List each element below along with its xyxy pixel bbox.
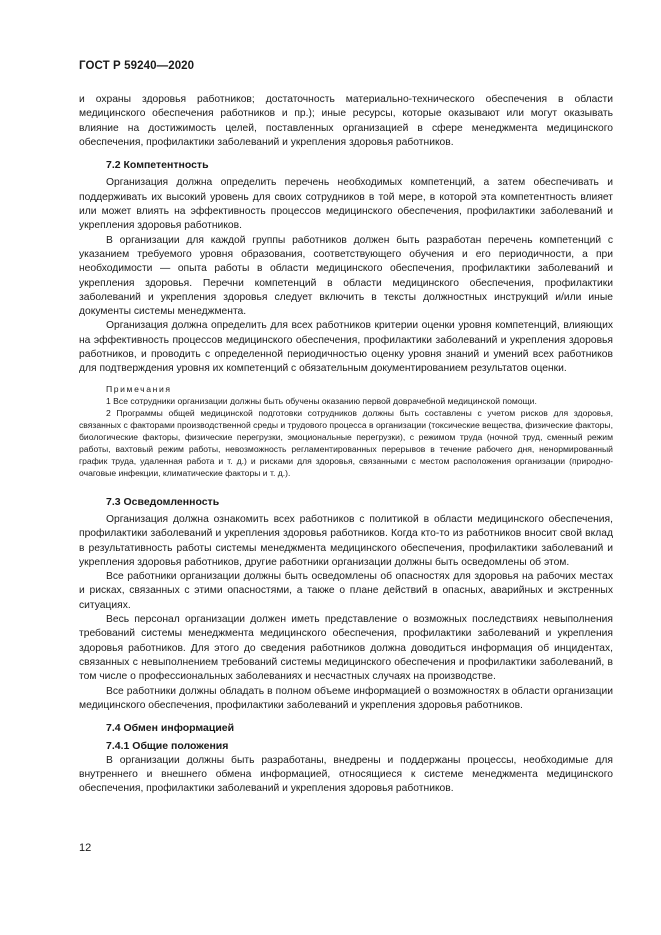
paragraph: Все работники должны обладать в полном объеме информацией о возможностях в области организации медицинского обеспечения, профилактики заболеваний и укрепления здоровья работников. [79, 685, 613, 711]
paragraph: Организация должна определить перечень необходимых компетенций, а затем обеспечивать и поддерживать их высокий уровень для своих сотрудников в той мере, в которой эта компетентность влияет или может влиять на эффективность процессов медицинского обеспечения, профилактики заболеваний и укрепления здоровья работников. [79, 177, 613, 232]
notes-block [79, 383, 613, 479]
paragraph: и охраны здоровья работников; достаточность материально-технического обеспечения в области медицинского обеспечения работников и пр.); иные ресурсы, которые оказывают или могут оказывать влияние на достижимость целей, поставленных организацией в сфере менеджмента медицинского обеспечения, профилактики заболеваний и укрепления здоровья работников. [79, 94, 613, 148]
document-body [79, 93, 613, 797]
section-heading-7-2: 7.2 Компетентность [106, 159, 209, 172]
document-id: ГОСТ Р 59240—2020 [79, 60, 195, 72]
paragraph: Организация должна ознакомить всех работников с политикой в области медицинского обеспечения, профилактики заболеваний и укрепления здоровья работников. Когда кто-то из работников вносит свой вклад в результативность работы системы менеджмента медицинского обеспечения, профилактики заболеваний и укрепления здоровья работников, другие работники организации должны быть осведомлены об этом. [79, 513, 613, 568]
note-item: 1 Все сотрудники организации должны быть обучены оказанию первой доврачебной медицинской помощи. [106, 395, 537, 406]
subsection-heading-7-4-1: 7.4.1 Общие положения [106, 740, 229, 753]
section-heading-7-3: 7.3 Осведомленность [106, 495, 220, 508]
paragraph: В организации должны быть разработаны, внедрены и поддержаны процессы, необходимые для внутреннего и внешнего обмена информацией, относящиеся к системе менеджмента медицинского обеспечения, профилактики заболеваний и укрепления здоровья работников. [79, 754, 613, 795]
paragraph: Организация должна определить для всех работников критерии оценки уровня компетенций, влияющих на эффективность процессов медицинского обеспечения, профилактики заболеваний и укрепления здоровья работников, и проводить с определенной периодичностью оценку уровня знаний и умений всех работников для подтверждения уровня их компетенций с обязательным документированием результатов оценки. [79, 320, 613, 375]
page-number: 12 [79, 842, 92, 854]
note-item: 2 Программы общей медицинской подготовки сотрудников должны быть составлены с учетом рисков для здоровья, связанных с факторами производственной среды и трудового процесса в организации (токсические вещества, физические факторы, биологические факторы, физические перегрузки, эмоциональные перегрузки), с режимом труда (ночной труд, сменный режим работы, вахтовый режим работы, невозможность регламентированных перерывов в течение рабочего дня, ненормированный график труда, удаленная работа и т. д.) и рисками для здоровья, связанными с местом расположения организации (природно-очаговые инфекции, климатические факторы и т. д.). [79, 407, 613, 478]
notes-title: Примечания [106, 383, 172, 394]
section-heading-7-4: 7.4 Обмен информацией [106, 722, 235, 735]
paragraph: Все работники организации должны быть осведомлены об опасностях для здоровья на рабочих местах и рисках, связанных с этими опасностями, а также о плане действий в опасных, аварийных и экстренных ситуациях. [79, 571, 613, 611]
paragraph: Весь персонал организации должен иметь представление о возможных последствиях невыполнения требований системы менеджмента медицинского обеспечения, профилактики заболеваний и укрепления здоровья работников. Для этого до сведения работников должна доводиться информация об инцидентах, связанных с невыполнением требований системы медицинского обеспечения и профилактики заболеваний, в том числе о профессиональных заболеваниях и несчастных случаях на производстве. [79, 614, 613, 683]
paragraph: В организации для каждой группы работников должен быть разработан перечень компетенций с указанием требуемого уровня образования, соответствующего обучения и его периодичности, а при необходимости — опыта работы в области медицинского обеспечения, профилактики заболеваний и укрепления здоровья. Перечни компетенций в области медицинского обеспечения, профилактики заболеваний и укрепления здоровья следует включить в тексты должностных инструкций и/или иные документы системы менеджмента. [79, 234, 613, 318]
